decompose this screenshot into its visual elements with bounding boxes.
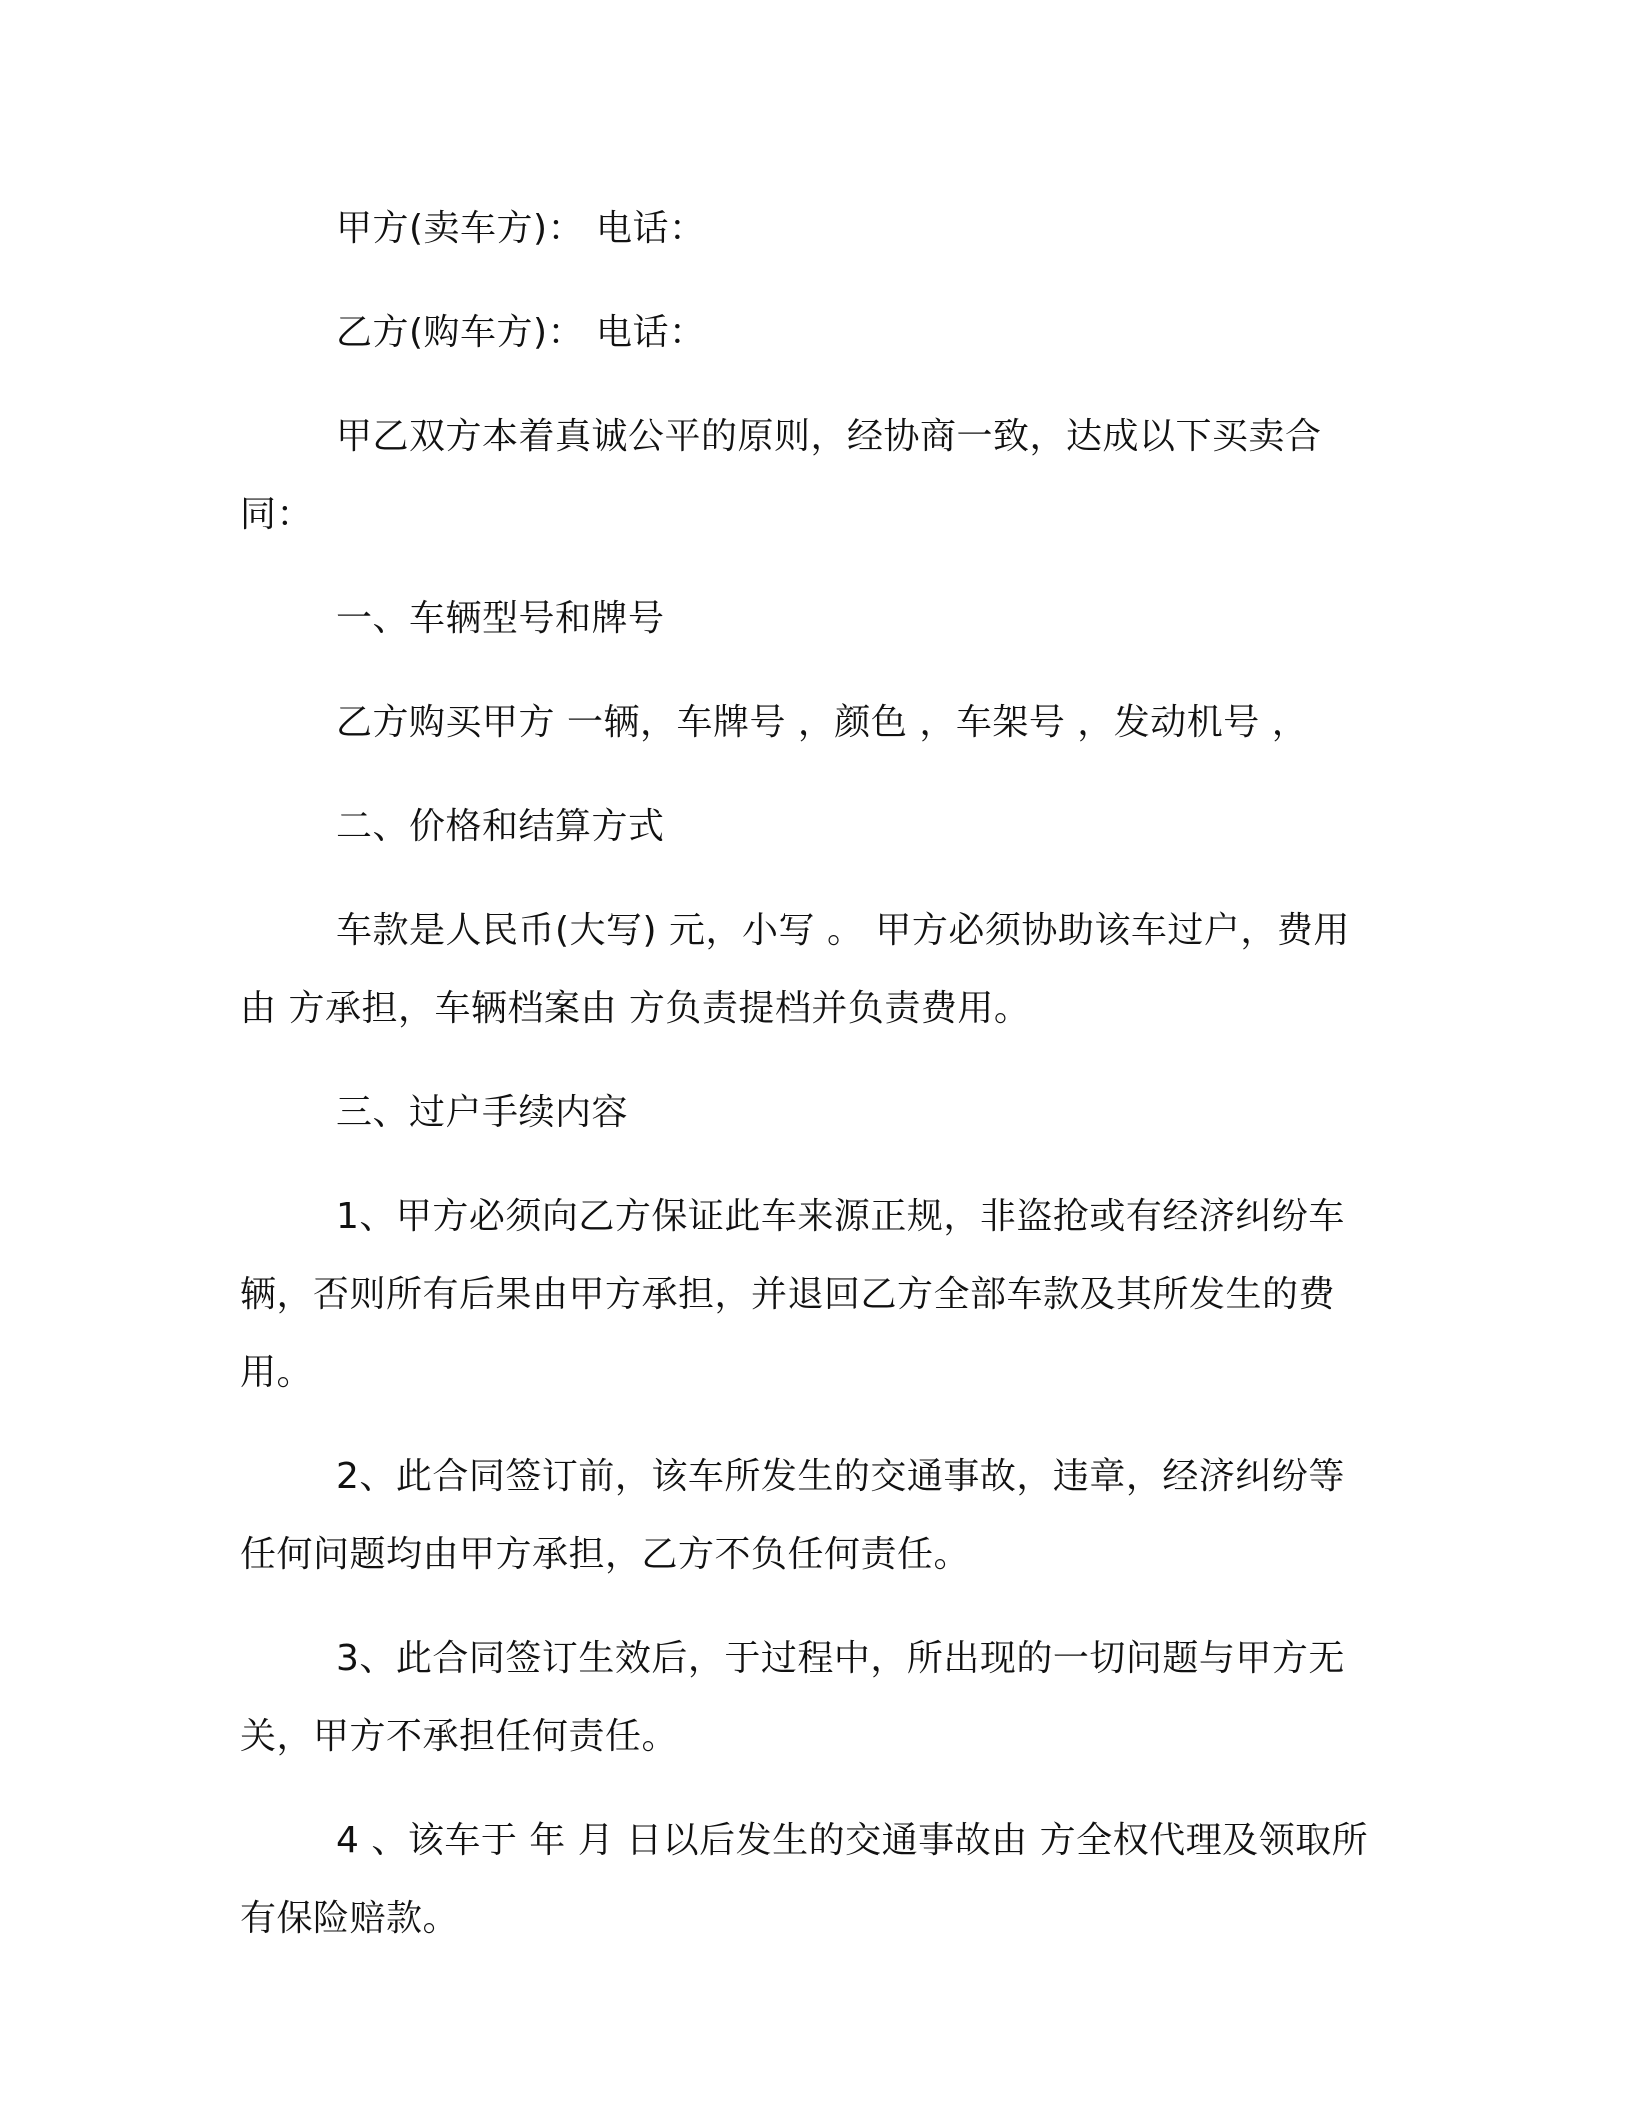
transfer-clause-1: 1、甲方必须向乙方保证此车来源正规，非盗抢或有经济纠纷车辆，否则所有后果由甲方承担，并退回乙方全部车款及其所发生的费用。 xyxy=(240,1196,1345,1393)
agreement-intro: 甲乙双方本着真诚公平的原则，经协商一致，达成以下买卖合同： xyxy=(240,416,1322,535)
buyer-line: 乙方(购车方)： 电话： xyxy=(336,312,706,353)
transfer-clause-4: 4 、该车于 年 月 日以后发生的交通事故由 方全权代理及领取所有保险赔款。 xyxy=(240,1820,1369,1939)
vehicle-details: 乙方购买甲方 一辆，车牌号 ，颜色 ，车架号 ，发动机号 ， xyxy=(336,702,1309,743)
transfer-clause-3: 3、此合同签订生效后，于过程中，所出现的一切问题与甲方无关，甲方不承担任何责任。 xyxy=(240,1638,1345,1757)
document-body xyxy=(240,190,1370,1984)
price-details: 车款是人民币(大写) 元，小写 。 甲方必须协助该车过户，费用由 方承担，车辆档案由 方负责提档并负责费用。 xyxy=(240,910,1350,1029)
section-heading-transfer: 三、过户手续内容 xyxy=(336,1092,629,1133)
section-heading-price: 二、价格和结算方式 xyxy=(336,806,665,847)
transfer-clause-2: 2、此合同签订前，该车所发生的交通事故，违章，经济纠纷等任何问题均由甲方承担，乙方不负任何责任。 xyxy=(240,1456,1345,1575)
section-heading-vehicle: 一、车辆型号和牌号 xyxy=(336,598,665,639)
seller-line: 甲方(卖车方)： 电话： xyxy=(336,208,706,249)
